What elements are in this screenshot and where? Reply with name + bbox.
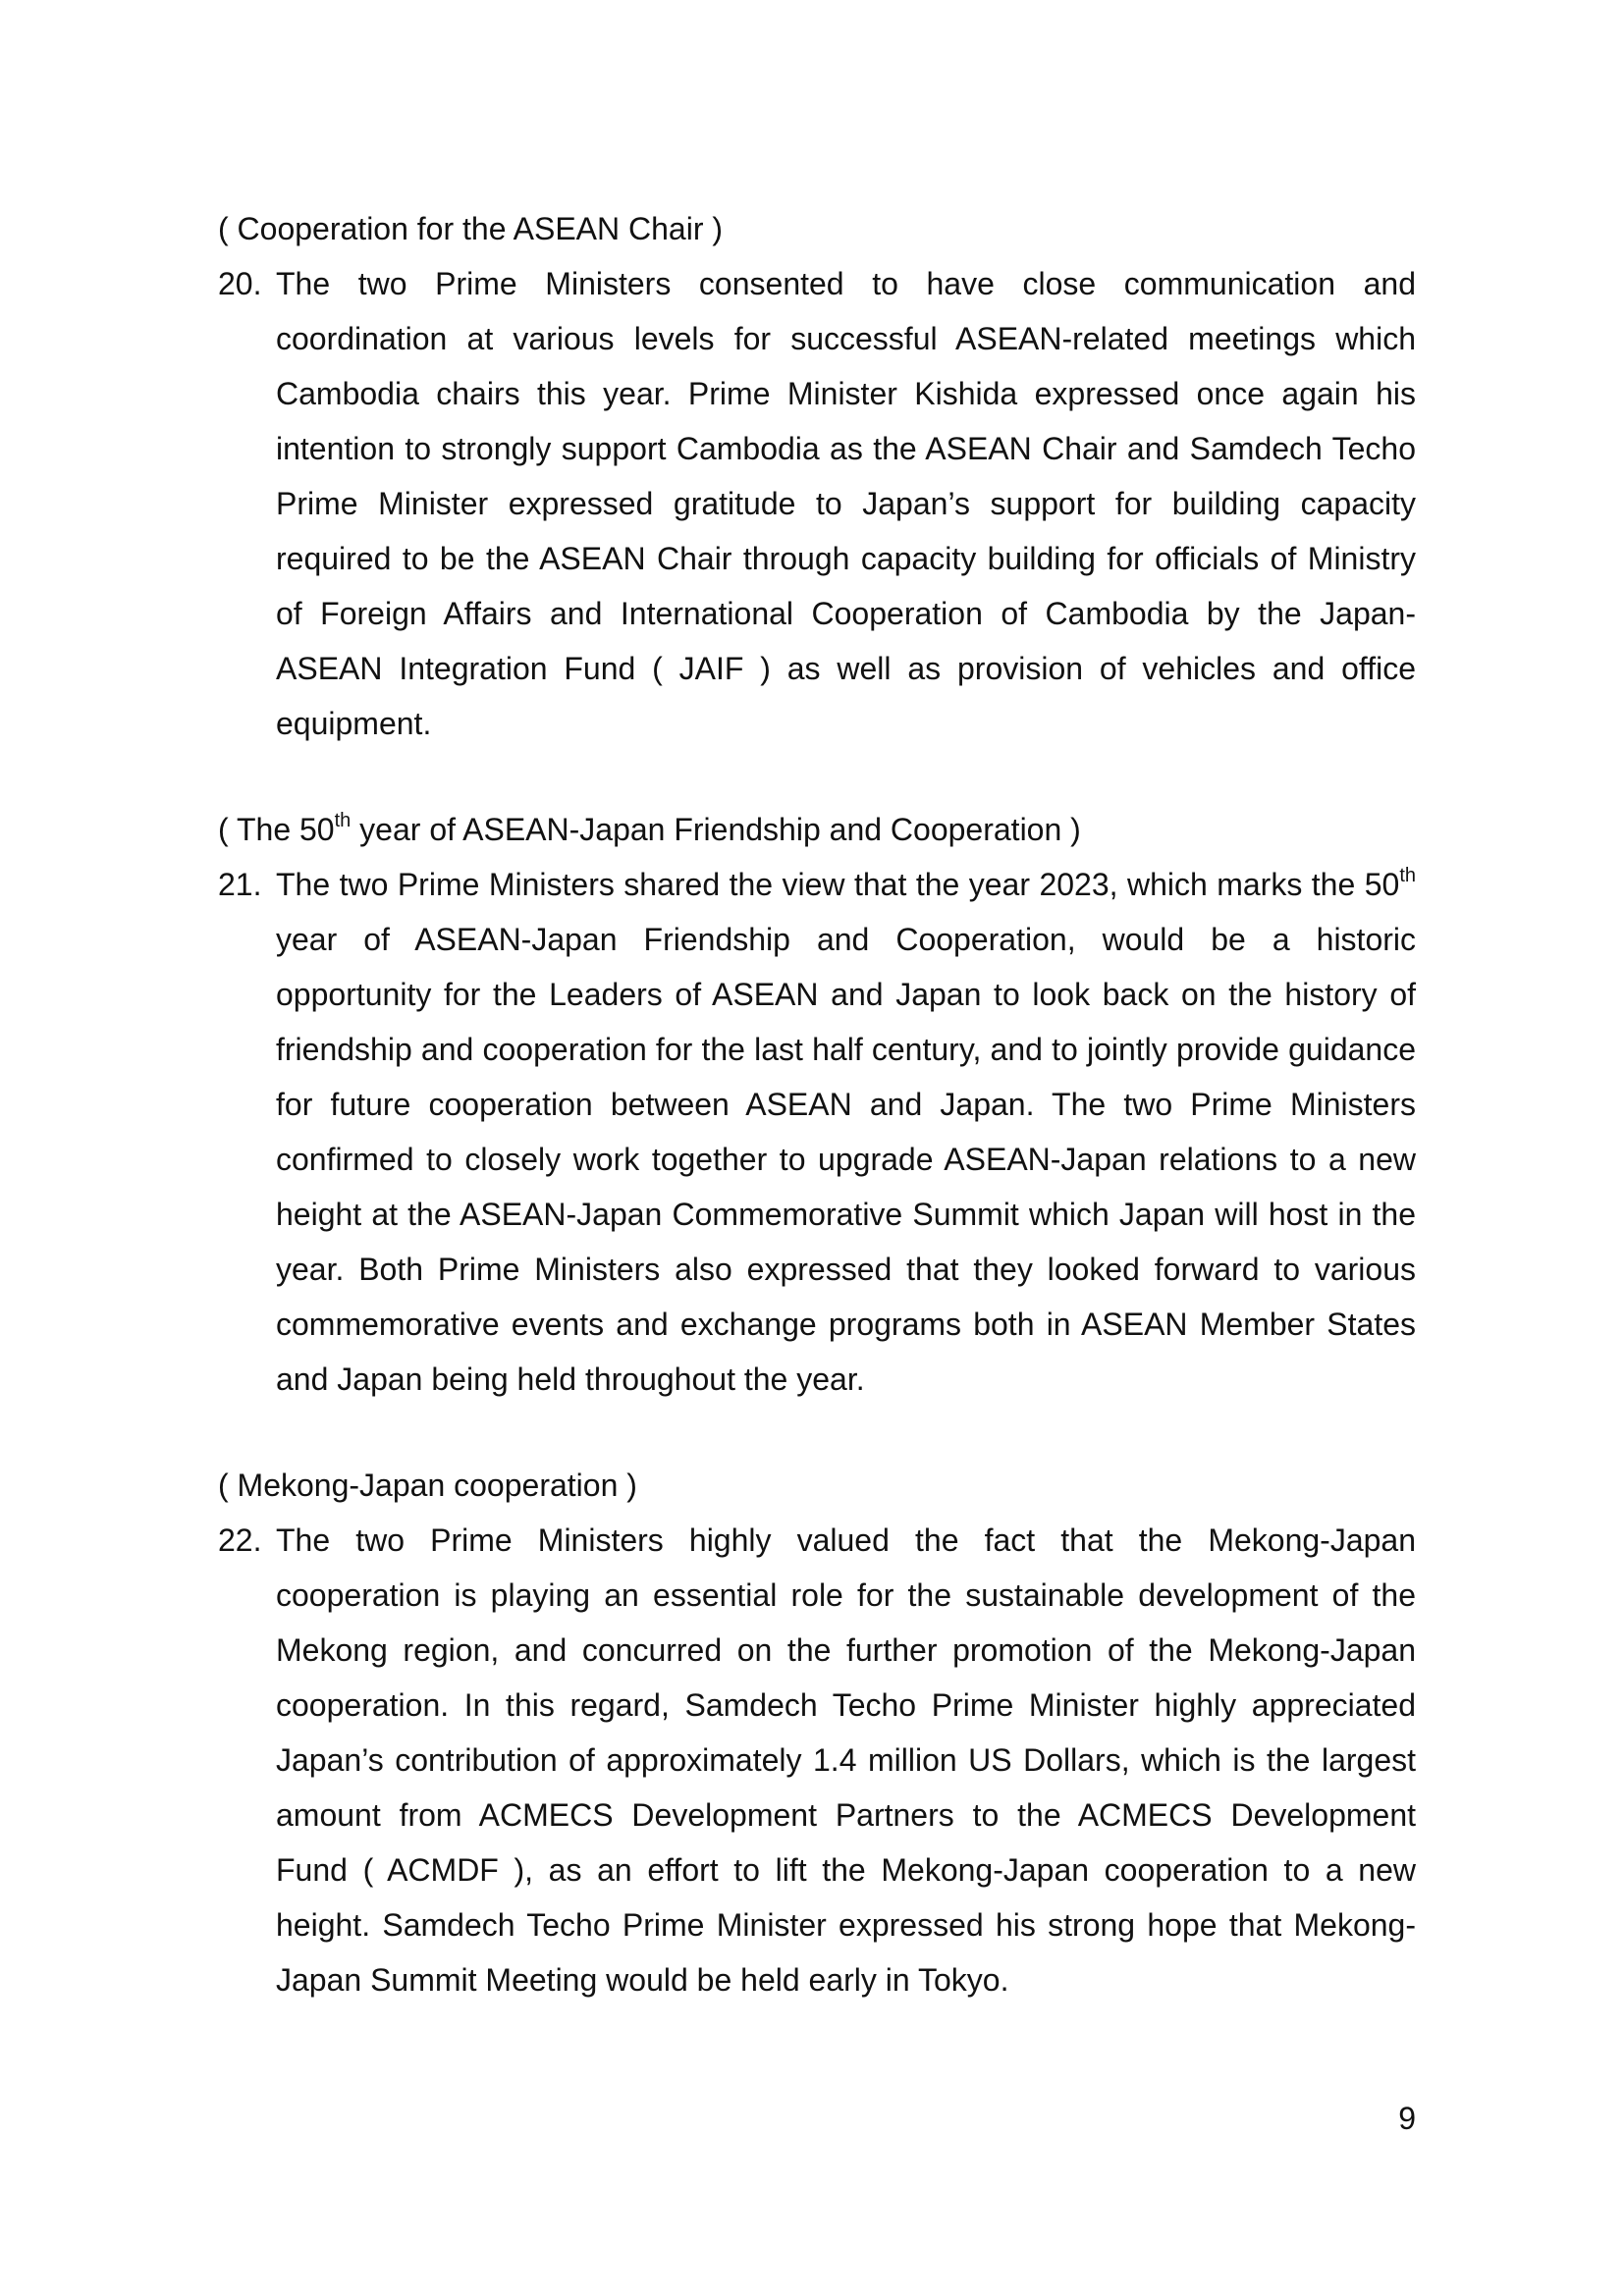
- paragraph-item: [218, 857, 1416, 1407]
- paragraph-text-pre: The two Prime Ministers shared the view that the year 2023, which marks the 50: [276, 867, 1400, 902]
- section-asean-chair: [218, 201, 1416, 751]
- heading-text-pre: ( The 50: [218, 812, 335, 847]
- section-heading: ( Cooperation for the ASEAN Chair ): [218, 211, 724, 246]
- paragraph-text: The two Prime Ministers consented to have close communication and coordination at various levels for successful ASEAN-related meetings which Cambodia chairs this year. Prime Minister Kishida expressed once again his intention to strongly support Cambodia as the ASEAN Chair and Samdech Techo Prime Minister expressed gratitude to Japan’s support for building capacity required to be the ASEAN Chair through capacity building for officials of Ministry of Foreign Affairs and International Cooperation of Cambodia by the Japan-ASEAN Integration Fund ( JAIF ) as well as provision of vehicles and office equipment.: [276, 266, 1416, 741]
- heading-text-post: year of ASEAN-Japan Friendship and Cooperation ): [351, 812, 1081, 847]
- paragraph-number: 21.: [218, 867, 262, 902]
- paragraph-item: [218, 1513, 1416, 2007]
- section-asean-japan-50th: [218, 802, 1416, 1407]
- section-mekong-japan: [218, 1458, 1416, 2007]
- paragraph-text-post: year of ASEAN-Japan Friendship and Cooperation, would be a historic opportunity for the Leaders of ASEAN and Japan to look back on the history of friendship and cooperation for the last half century, and to jointly provide guidance for future cooperation between ASEAN and Japan. The two Prime Ministers confirmed to closely work together to upgrade ASEAN-Japan relations to a new height at the ASEAN-Japan Commemorative Summit which Japan will host in the year. Both Prime Ministers also expressed that they looked forward to various commemorative events and exchange programs both in ASEAN Member States and Japan being held throughout the year.: [276, 922, 1416, 1397]
- section-heading: [218, 802, 1416, 857]
- section-heading: ( Mekong-Japan cooperation ): [218, 1468, 637, 1503]
- paragraph-number: 20.: [218, 266, 262, 301]
- heading-superscript: th: [334, 810, 352, 831]
- paragraph-superscript: th: [1399, 865, 1416, 886]
- paragraph-text: [276, 857, 1416, 1407]
- paragraph-text: The two Prime Ministers highly valued the fact that the Mekong-Japan cooperation is playing an essential role for the sustainable development of the Mekong region, and concurred on the further promotion of the Mekong-Japan cooperation. In this regard, Samdech Techo Prime Minister highly appreciated Japan’s contribution of approximately 1.4 million US Dollars, which is the largest amount from ACMECS Development Partners to the ACMECS Development Fund ( ACMDF ), as an effort to lift the Mekong-Japan cooperation to a new height. Samdech Techo Prime Minister expressed his strong hope that Mekong-Japan Summit Meeting would be held early in Tokyo.: [276, 1522, 1416, 1998]
- paragraph-item: [218, 256, 1416, 751]
- paragraph-number: 22.: [218, 1522, 262, 1558]
- page-number: 9: [1398, 2101, 1416, 2136]
